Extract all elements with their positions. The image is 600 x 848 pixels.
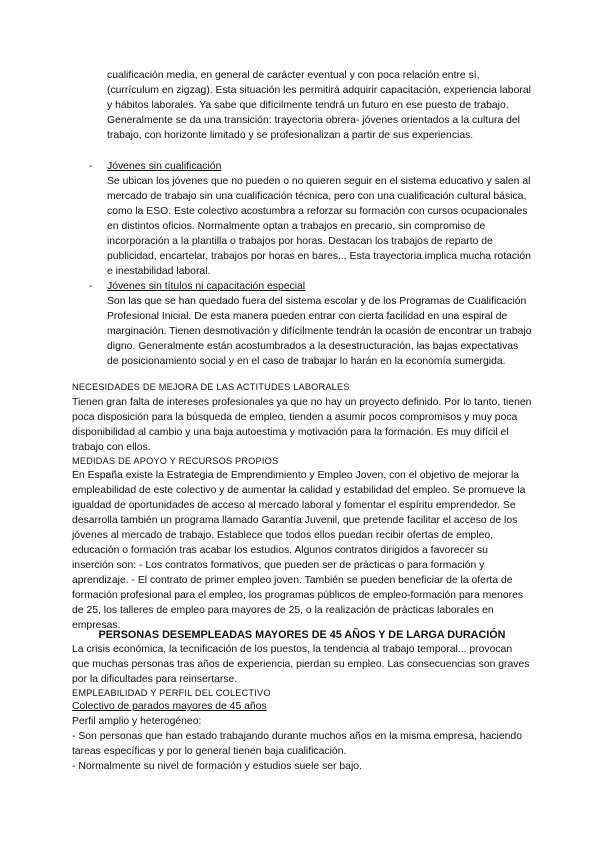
profile-line: - Normalmente su nivel de formación y estudios suele ser bajo.	[72, 761, 362, 772]
bullet-text-no-degree-youth: Son las que se han quedado fuera del sistema escolar y de los Programas de Cualificación Profesional Inicial. De esta manera pueden entrar con cierta facilidad en una espiral de marginación. Tienen desmotivación y difícilmente tendrán la ocasión de encontrar un trabajo digno. Generalmente están acostumbrados a la desestructuración, las bajas expectativas de posicionamiento social y en el caso de trabajar lo harán en la economía sumergida.	[107, 296, 532, 367]
continuation-paragraph: cualificación media, en general de carácter eventual y con poca relación entre sí, (currículum en zigzag). Esta situación les permitirá adquirir capacitación, experiencia laboral y hábitos laborales. Ya sabe que difícilmente tendrá un futuro en ese puesto de trabajo. Generalmente se da una transición: trayectoria obrera- jóvenes orientados a la cultura del trabajo, con horizonte limitado y se profesionalizan a partir de sus experiencias.	[107, 70, 531, 141]
bullet-title-no-degree-youth: Jóvenes sin títulos ni capacitación especial	[107, 281, 306, 292]
profile-line: - Son personas que han estado trabajando durante muchos años en la misma empresa, haciendo tareas específicas y por lo general tienen baja cualificación.	[72, 731, 522, 757]
main-title: PERSONAS DESEMPLEADAS MAYORES DE 45 AÑOS Y DE LARGA DURACIÓN	[98, 629, 506, 641]
section-heading-support: MEDIDAS DE APOYO Y RECURSOS PROPIOS	[72, 456, 279, 466]
intro-paragraph: La crisis económica, la tecnificación de los puestos, la tendencia al trabajo temporal... provocan que muchas personas tras años de experiencia, pierdan su empleo. Las consecuencias son graves por la dificultades para reinsertarse.	[72, 644, 530, 685]
section-text-support: En España existe la Estrategia de Emprendimiento y Empleo Joven, con el objetivo de mejorar la empleabilidad de este colectivo y de aumentar la calidad y estabilidad del empleo. Se promueve la igualdad de oportunidades de acceso al mercado laboral y fomentar el espíritu emprendedor. Se desarrolla también un programa llamado Garantía Juvenil, que pretende facilitar el acceso de los jóvenes al mercado de trabajo. Establece que todos ellos puedan recibir ofertas de empleo, educación o formación tras acabar los estudios. Algunos contratos dirigidos a favorecer su inserción son: - Los contratos formativos, que pueden ser de prácticas o para formación y aprendizaje. - El contrato de primer empleo joven. También se pueden beneficiar de la oferta de formación profesional para el empleo, los programas públicos de empleo-formación para menores de 25, los talleres de empleo para mayores de 25, o la realización de prácticas laborales en empresas.	[72, 470, 526, 631]
profile-line: Perfil amplio y heterogéneo:	[72, 716, 202, 727]
bullet-text-unqualified-youth: Se ubican los jóvenes que no pueden o no quieren seguir en el sistema educativo y salen al mercado de trabajo sin una cualificación técnica, pero con una cualificación cultural básica, como la ESO. Este colectivo acostumbra a reforzar su formación con cursos ocupacionales en distintos oficios. Normalmente optan a trabajos en precario, sin compromiso de incorporación a la plantilla o trabajos por horas. Destacan los trabajos de reparto de publicidad, encartelar, trabajos por horas en bares... Esta trayectoria implica mucha rotación e inestabilidad laboral.	[107, 176, 531, 277]
subheading-over-45: Colectivo de parados mayores de 45 años	[72, 701, 267, 712]
bullet-marker: -	[89, 281, 93, 292]
bullet-title-unqualified-youth: Jóvenes sin cualificación	[107, 161, 222, 172]
section-text-attitudes: Tienen gran falta de intereses profesionales ya que no hay un proyecto definido. Por lo tanto, tienen poca disposición para la búsqueda de empleo, tienden a asumir pocos compromisos y muy poca disponibilidad al cambio y una baja autoestima y motivación para la formación. Es muy difícil el trabajo con ellos.	[72, 397, 532, 453]
section-heading-attitudes: NECESIDADES DE MEJORA DE LAS ACTITUDES LABORALES	[72, 382, 350, 392]
bullet-marker: -	[89, 161, 93, 172]
section-heading-employability: EMPLEABILIDAD Y PERFIL DEL COLECTIVO	[72, 688, 271, 698]
